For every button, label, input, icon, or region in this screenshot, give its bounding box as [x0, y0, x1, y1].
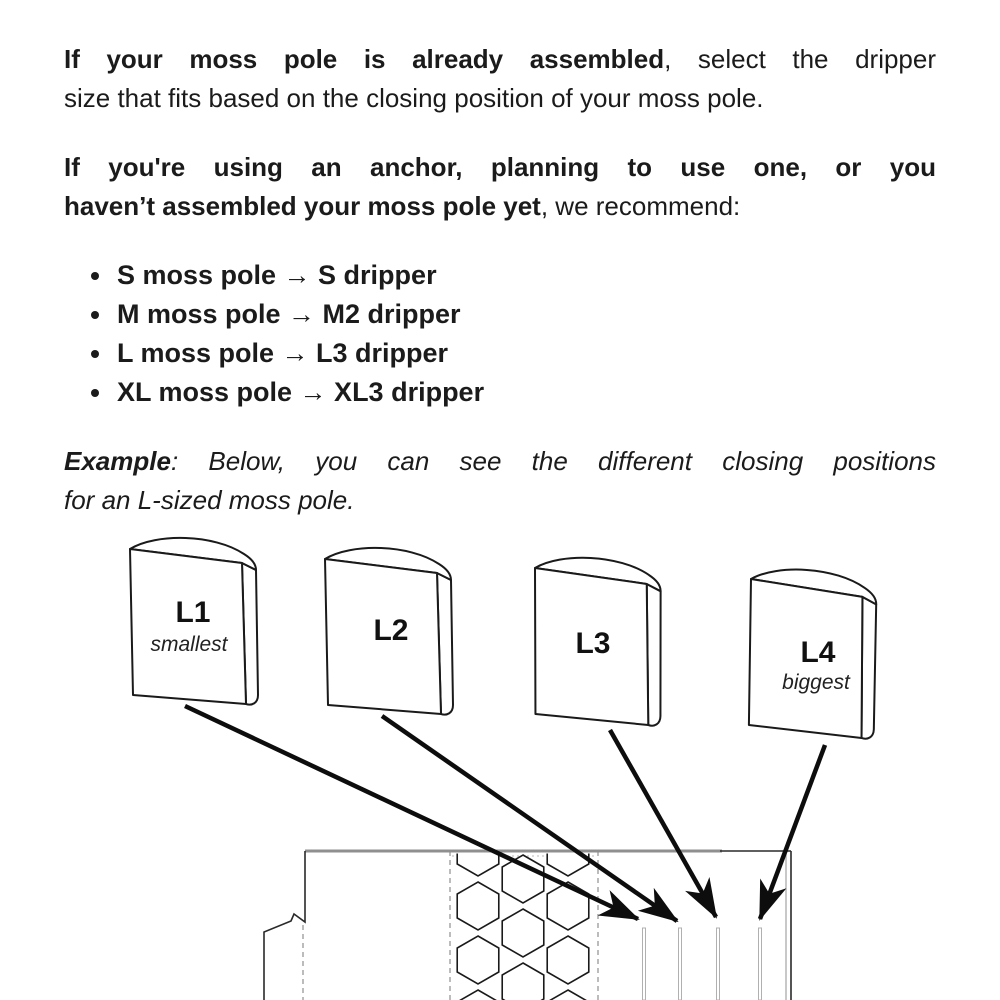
example-label: Example	[64, 446, 171, 476]
recommendation-item-xl: • XL moss pole → XL3 dripper	[114, 373, 936, 412]
hexagon-cell	[457, 882, 499, 930]
arrow-l4-to-slot4	[760, 745, 825, 919]
paragraph-anchor-bold2: haven’t assembled your moss pole yet	[64, 191, 541, 221]
closing-slot-4	[759, 928, 762, 1000]
wedge-l3-label: L3	[575, 627, 611, 660]
paragraph-anchor-rest: , we recommend:	[540, 191, 741, 221]
paragraph-assembled-rest: , select the dripper	[664, 44, 937, 74]
closing-slot-1	[643, 928, 646, 1000]
honeycomb-band	[450, 828, 598, 1000]
hexagon-cell	[547, 990, 589, 1000]
arrow-l3-to-slot3	[610, 730, 716, 917]
hexagon-cell	[502, 855, 544, 903]
recommendation-item-l: • L moss pole → L3 dripper	[114, 334, 936, 373]
hexagon-pattern	[457, 828, 589, 1000]
wedge-l4-sublabel: biggest	[782, 671, 850, 694]
hexagon-cell	[547, 882, 589, 930]
wedge-l2-label: L2	[373, 614, 409, 647]
hexagon-cell	[502, 963, 544, 1000]
wedge-l4-label: L4	[800, 636, 836, 669]
example-rest: : Below, you can see the different closing positions	[170, 446, 936, 476]
hexagon-cell	[502, 909, 544, 957]
paragraph-assembled-bold: If your moss pole is already assembled	[64, 44, 665, 74]
wedge-l1-sublabel: smallest	[150, 633, 228, 656]
closing-slot-3	[717, 928, 720, 1000]
hexagon-cell	[457, 990, 499, 1000]
paragraph-assembled-line2: size that fits based on the closing position of your moss pole.	[64, 83, 764, 113]
wedge-l1-label: L1	[175, 596, 211, 629]
example-line2: for an L-sized moss pole.	[64, 485, 355, 515]
recommendation-item-m: • M moss pole → M2 dripper	[114, 295, 936, 334]
closing-slots	[643, 928, 762, 1000]
hexagon-cell	[547, 936, 589, 984]
closing-slot-2	[679, 928, 682, 1000]
template-left-edge-notch	[264, 851, 305, 1000]
recommendation-item-s: • S moss pole → S dripper	[114, 256, 936, 295]
paragraph-anchor-line1: If you're using an anchor, planning to use one, or you	[64, 152, 936, 182]
hexagon-cell	[457, 936, 499, 984]
